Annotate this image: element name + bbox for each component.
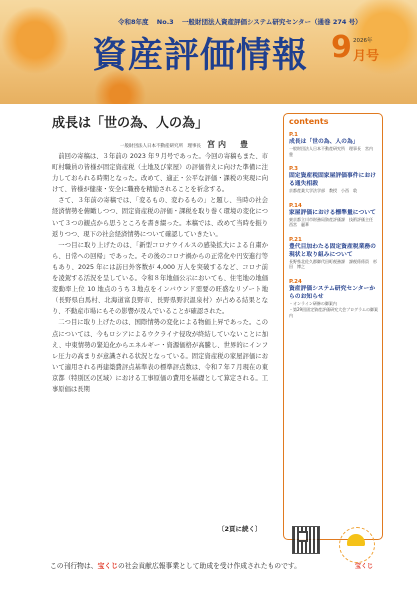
qr-code[interactable]	[292, 526, 320, 554]
issue-year: 2026年	[353, 38, 373, 44]
article-body	[52, 151, 268, 395]
paragraph: さて、３年前の寄稿では、「変るもの、変わるもの」と題し、当時の社会経済情勢を俯瞰しつつ、固定資産税の評価・課税を取り巻く環境の変化について３つの観点から思うところを書き綴った。本稿では、改めて当時を振り返りつつ、現下の社会経済情勢について確認していきたい。	[52, 197, 268, 238]
footer-note	[50, 560, 301, 570]
toc-title: 成長は「世の為、人の為」	[289, 139, 359, 145]
toc-author: 東京都立川市財務局資産評価課 技術評価主任 西宮 麗華	[289, 216, 377, 227]
toc-page: P.21	[289, 236, 302, 243]
issue-no: No.3	[156, 18, 174, 26]
toc-bullets: ・オンライン研修の御案内 ・第29回固定資産評価研究大会プログラムの御案内	[289, 300, 379, 318]
issue-badge	[329, 32, 379, 76]
toc-author: 一般財団法人日本不動産研究所 理事長 宮内 豊	[289, 146, 377, 157]
toc-title: 固定資産税固家屋評価事件における通失相殺	[289, 173, 376, 187]
footer-suffix: の社会貢献広報事業として助成を受け作成されたものです。	[117, 562, 301, 570]
takarakuji-logo	[335, 524, 377, 570]
byline-name: 宮内 豊	[207, 140, 251, 149]
paragraph: 一つ目に取り上げたのは、「新型コロナウイルスの感染拡大による自粛から、日常への回帰」であった。その後のコロナ禍からの正常化や円安進行等もあり、2025 年には訪日外客数が 4,000 万人を突破するなど、コロナ前を凌駕する活況を呈している。令和８年地価公示においても、住宅地の地価変動率上位 10 地点のうち３地点をインバウンド需要の旺盛なリゾート地（長野県白馬村、北海道富良野市、長野県野沢温泉村）が占める結果となり、不動産市場にもその影響が及んでいることが確認された。	[52, 241, 268, 316]
toc-page: P.14	[289, 202, 302, 209]
fiscal-year: 令和8年度	[118, 18, 149, 26]
header-banner	[0, 0, 417, 104]
continue-note: 〔2頁に続く〕	[218, 525, 262, 533]
qr-finder	[297, 531, 308, 542]
toc-title: 資産評価システム研究センターからのお知らせ	[289, 285, 376, 300]
article-title: 成長は「世の為、人の為」	[52, 116, 209, 131]
paragraph: 前回の寄稿は、３年前の 2023 年９月号であった。今回の寄稿もまた、市町村職員の皆様が固定資産税（土地及び家屋）の評価替えに向けた準備に注力しておられる時期となった。改めて、適正・公平な評価・課税の実現に向けて、皆様が健康・安全に職務を精励されることを祈念する。	[52, 153, 268, 194]
byline	[120, 139, 251, 150]
issue-number: 9	[331, 30, 352, 65]
parachute-icon	[347, 534, 365, 546]
footer-prefix: この刊行物は、	[50, 562, 98, 570]
toc-item[interactable]	[289, 237, 379, 270]
toc-page: P.3	[289, 166, 298, 172]
publisher: 一般財団法人資産評価システム研究センター（通巻 274 号）	[181, 18, 362, 26]
byline-org: 一般財団法人日本不動産研究所 理事長	[120, 144, 201, 149]
toc-author: 長野県北佐久郡御代田町税務課 課税係係員 杉田 博之	[289, 258, 377, 269]
toc-author: 京都産業大学法学部 教授 小西 敦	[289, 188, 357, 193]
toc-item[interactable]	[289, 279, 379, 319]
issue-month: 月号	[353, 49, 380, 64]
toc-item[interactable]	[289, 132, 379, 157]
toc-item[interactable]	[289, 166, 379, 194]
table-of-contents	[289, 132, 379, 328]
paragraph: 二つ目に取り上げたのは、国際情勢の変化による物価上昇であった。この点については、今もロシアによるウクライナ侵攻が終結していないことに加え、中東情勢の緊迫化からエネルギー・資源価格が高騰し、世界的にインフレ圧力の高まりが意識される状況となっている。固定資産税の家屋評価において適用される再建築費評点基準表の標準評点数は、令和７年７月現在の東京都（特別区の区域）における工事原価の費用を基礎として算定される。工事原価は長期	[52, 319, 268, 393]
header-meta	[118, 17, 368, 26]
toc-title: 豊代目加わたる固定資産税業務の現状と取り組みについて	[289, 243, 376, 258]
toc-page: P.24	[289, 278, 302, 285]
toc-title: 家屋評価における標準量について	[289, 209, 376, 216]
publication-title: 資産評価情報	[92, 35, 309, 76]
logo-brand: 宝くじ	[355, 563, 374, 570]
toc-page: P.1	[289, 132, 298, 138]
footer-brand: 宝くじ	[97, 562, 118, 570]
contents-sidebar	[283, 113, 383, 540]
contents-title: contents	[289, 117, 329, 126]
toc-item[interactable]	[289, 203, 379, 228]
